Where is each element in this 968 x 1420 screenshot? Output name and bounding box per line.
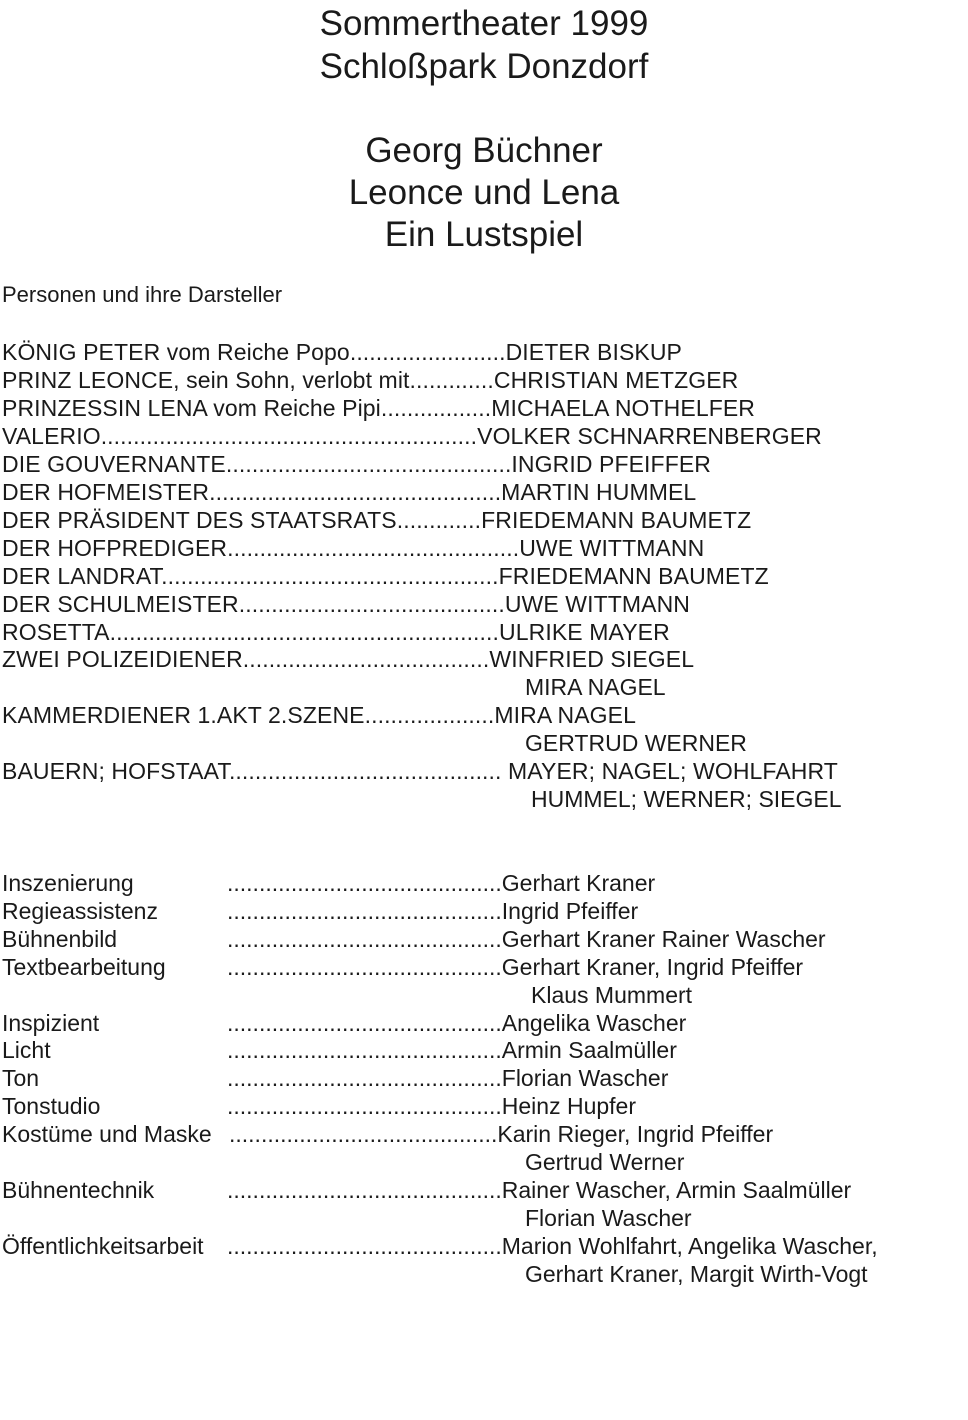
cast-line: KAMMERDIENER 1.AKT 2.SZENE....................MIRA NAGEL	[2, 702, 636, 728]
crew-label: Bühnenbild	[2, 926, 118, 952]
header-genre: Ein Lustspiel	[384, 215, 584, 254]
crew-label: Inspizient	[2, 1010, 100, 1036]
crew-value: ...........................................Angelika Wascher	[227, 1010, 687, 1036]
crew-label: Regieassistenz	[2, 898, 158, 924]
crew-value: ...........................................Armin Saalmüller	[227, 1037, 677, 1063]
cast-line: DER SCHULMEISTER.........................................UWE WITTMANN	[2, 591, 691, 617]
crew-label: Kostüme und Maske	[2, 1121, 212, 1147]
crew-value: ...........................................Marion Wohlfahrt, Angelika Wascher,	[227, 1233, 878, 1259]
crew-value: ...........................................Rainer Wascher, Armin Saalmüller	[227, 1177, 852, 1203]
crew-value-continued: Klaus Mummert	[531, 982, 693, 1008]
crew-value: ...........................................Florian Wascher	[227, 1065, 669, 1091]
cast-line: KÖNIG PETER vom Reiche Popo........................DIETER BISKUP	[2, 339, 682, 365]
crew-label: Licht	[2, 1037, 51, 1063]
cast-line: VALERIO..........................................................VOLKER SCHNARRENBERGER	[2, 423, 822, 449]
cast-line: ROSETTA............................................................ULRIKE MAYER	[2, 619, 670, 645]
cast-line: DER PRÄSIDENT DES STAATSRATS.............FRIEDEMANN BAUMETZ	[2, 507, 752, 533]
crew-label: Ton	[2, 1065, 40, 1091]
crew-value-continued: Gerhart Kraner, Margit Wirth-Vogt	[525, 1261, 868, 1287]
crew-label: Textbearbeitung	[2, 954, 166, 980]
header-play-title: Leonce und Lena	[348, 173, 620, 212]
header-line-1: Sommertheater 1999	[319, 4, 649, 43]
cast-line-continued: MIRA NAGEL	[525, 674, 666, 700]
cast-line: ZWEI POLIZEIDIENER......................................WINFRIED SIEGEL	[2, 646, 695, 672]
crew-value: ...........................................Gerhart Kraner Rainer Wascher	[227, 926, 826, 952]
cast-heading: Personen und ihre Darsteller	[2, 282, 283, 307]
crew-value-continued: Florian Wascher	[525, 1205, 692, 1231]
header-author: Georg Büchner	[365, 131, 603, 170]
crew-label: Tonstudio	[2, 1093, 101, 1119]
crew-value: ...........................................Gerhart Kraner	[227, 870, 656, 896]
crew-value: ..........................................Karin Rieger, Ingrid Pfeiffer	[229, 1121, 774, 1147]
cast-line: DER LANDRAT....................................................FRIEDEMANN BAUMETZ	[2, 563, 769, 589]
header-line-2: Schloßpark Donzdorf	[319, 47, 649, 86]
cast-line: PRINZESSIN LENA vom Reiche Pipi.................MICHAELA NOTHELFER	[2, 395, 756, 421]
cast-line: BAUERN; HOFSTAAT.......................................... MAYER; NAGEL; WOHLFAHRT	[2, 758, 838, 784]
cast-line: DIE GOUVERNANTE............................................INGRID PFEIFFER	[2, 451, 711, 477]
crew-label: Inszenierung	[2, 870, 134, 896]
crew-value: ...........................................Ingrid Pfeiffer	[227, 898, 639, 924]
cast-line: DER HOFMEISTER.............................................MARTIN HUMMEL	[2, 479, 697, 505]
crew-value-continued: Gertrud Werner	[525, 1149, 685, 1175]
crew-value: ...........................................Gerhart Kraner, Ingrid Pfeiffer	[227, 954, 804, 980]
cast-line: DER HOFPREDIGER.............................................UWE WITTMANN	[2, 535, 705, 561]
crew-label: Öffentlichkeitsarbeit	[2, 1233, 204, 1259]
cast-line-continued: HUMMEL; WERNER; SIEGEL	[531, 786, 842, 812]
crew-label: Bühnentechnik	[2, 1177, 155, 1203]
cast-line-continued: GERTRUD WERNER	[525, 730, 747, 756]
cast-line: PRINZ LEONCE, sein Sohn, verlobt mit.............CHRISTIAN METZGER	[2, 367, 739, 393]
crew-value: ...........................................Heinz Hupfer	[227, 1093, 637, 1119]
